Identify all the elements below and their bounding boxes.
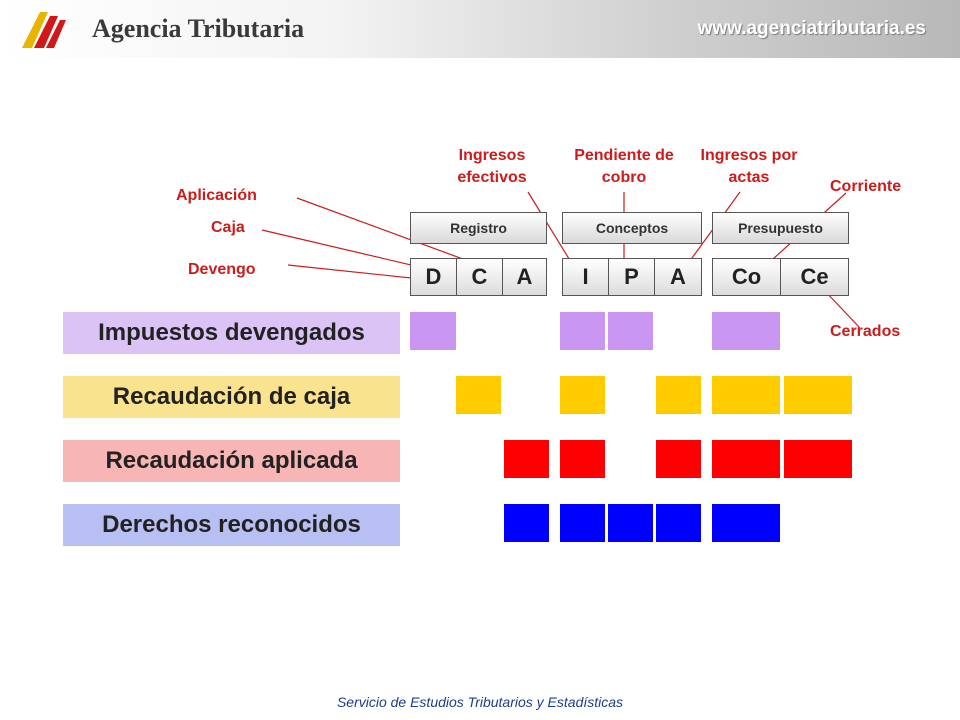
cell-i: I <box>562 258 609 296</box>
row-label-derechos-reconocidos: Derechos reconocidos <box>63 504 400 546</box>
block-aplicada-i <box>560 440 605 478</box>
block-caja-a <box>656 376 701 414</box>
block-aplicada-a2 <box>656 440 701 478</box>
group-conceptos: Conceptos <box>562 212 702 244</box>
cell-d: D <box>410 258 457 296</box>
cell-p: P <box>608 258 655 296</box>
cell-co: Co <box>712 258 781 296</box>
cell-ce: Ce <box>780 258 849 296</box>
block-caja-ce <box>784 376 852 414</box>
block-caja-c <box>456 376 501 414</box>
cell-a2: A <box>654 258 702 296</box>
label-corriente: Corriente <box>830 178 902 195</box>
row-label-recaudacion-aplicada: Recaudación aplicada <box>63 440 400 482</box>
block-derechos-a2 <box>656 504 701 542</box>
header-title: Agencia Tributaria <box>92 14 305 43</box>
block-caja-i <box>560 376 605 414</box>
block-derechos-p <box>608 504 653 542</box>
block-aplicada-ce <box>784 440 852 478</box>
label-caja: Caja <box>211 219 245 236</box>
block-devengados-i <box>560 312 605 350</box>
label-ingresos-actas: Ingresos por actas <box>700 147 798 186</box>
block-aplicada-co <box>712 440 780 478</box>
cell-c: C <box>456 258 503 296</box>
label-devengo: Devengo <box>188 261 256 278</box>
label-ingresos-efectivos: Ingresos efectivos <box>457 147 527 186</box>
block-derechos-i <box>560 504 605 542</box>
line-devengo <box>288 265 430 280</box>
cell-a: A <box>502 258 547 296</box>
label-cerrados: Cerrados <box>830 323 901 340</box>
block-devengados-d <box>410 312 456 350</box>
label-pendiente-cobro: Pendiente de cobro <box>574 147 674 186</box>
block-devengados-co <box>712 312 780 350</box>
block-derechos-a <box>504 504 549 542</box>
block-caja-co <box>712 376 780 414</box>
label-aplicacion: Aplicación <box>176 187 257 204</box>
row-label-recaudacion-caja: Recaudación de caja <box>63 376 400 418</box>
row-label-impuestos-devengados: Impuestos devengados <box>63 312 400 354</box>
block-devengados-p <box>608 312 653 350</box>
footer-text: Servicio de Estudios Tributarios y Estadísticas <box>336 694 624 710</box>
block-aplicada-a <box>504 440 549 478</box>
group-presupuesto: Presupuesto <box>712 212 849 244</box>
header-url[interactable]: www.agenciatributaria.es <box>697 18 926 39</box>
block-derechos-co <box>712 504 780 542</box>
group-registro: Registro <box>410 212 547 244</box>
